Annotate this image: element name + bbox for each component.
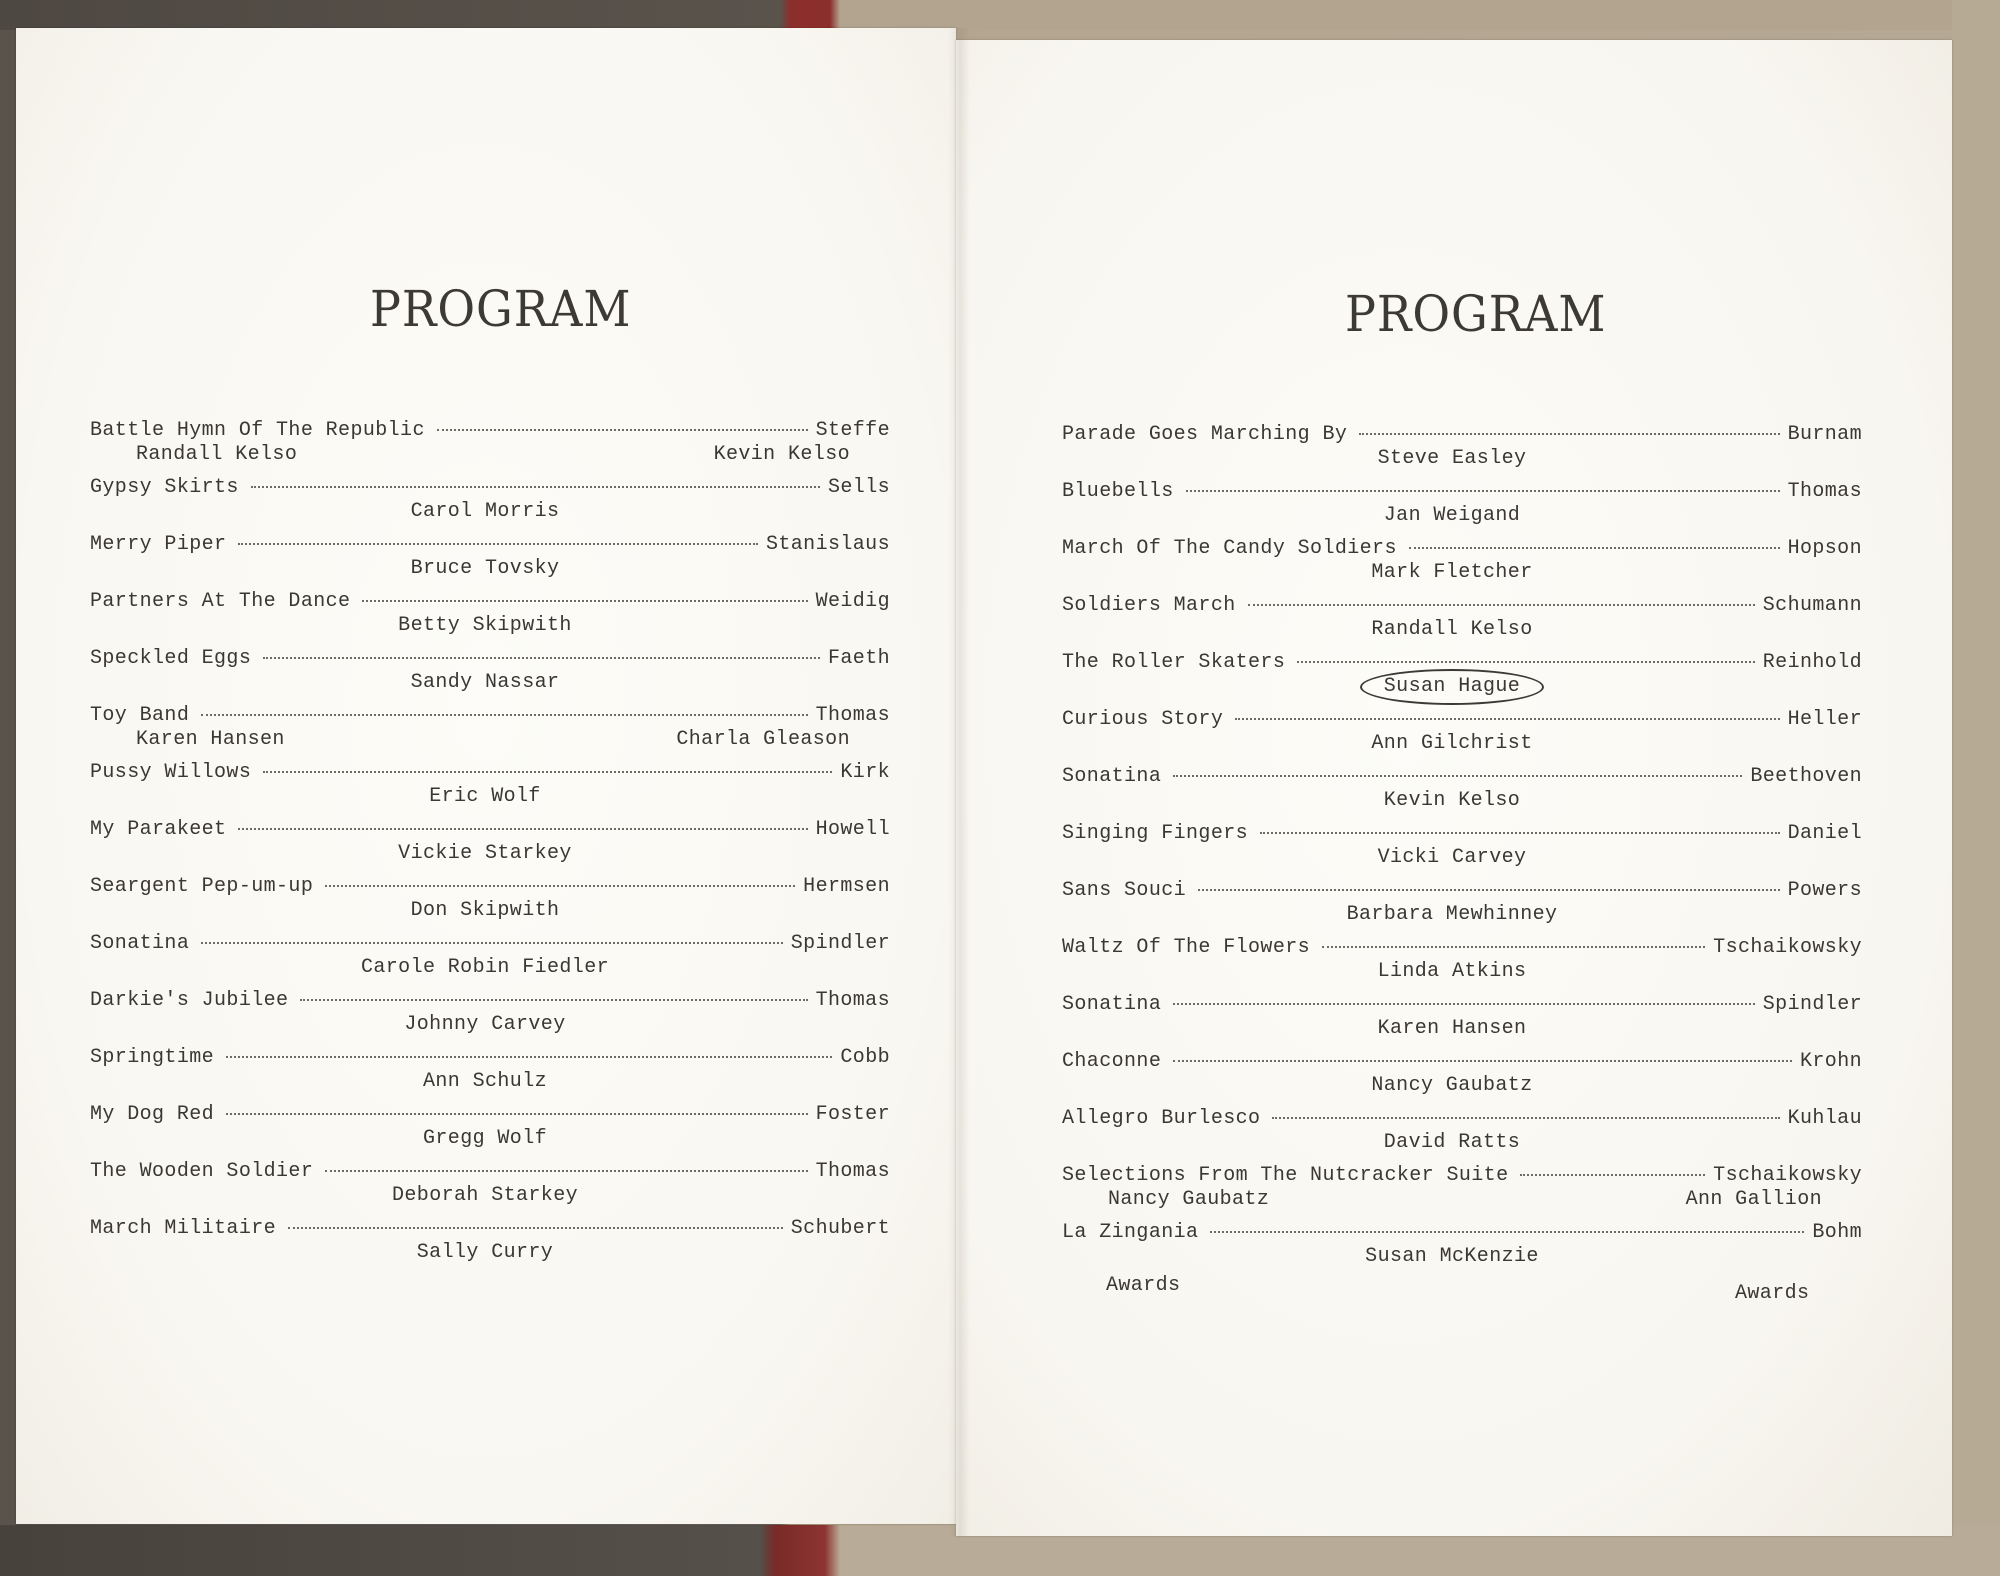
entry-title-line: [1062, 993, 1862, 1017]
entry-title-line: [90, 1103, 890, 1127]
left-program-list: [90, 419, 890, 1274]
piece-title: Bluebells: [1062, 480, 1174, 503]
entry-performer-line: [1062, 1131, 1862, 1155]
performer-wrap: [80, 1241, 890, 1265]
performer-name: Steve Easley: [1377, 447, 1527, 470]
dot-leader: [1272, 1117, 1779, 1119]
entry-performer-line: [90, 728, 890, 752]
performer-name: Karen Hansen: [1377, 1017, 1527, 1040]
piece-title: Sonatina: [1062, 765, 1162, 788]
background-edge-right: [1952, 0, 2000, 1576]
performer-name: Randall Kelso: [136, 443, 298, 466]
performer-wrap: [1042, 447, 1862, 471]
performer-name: Linda Atkins: [1377, 960, 1527, 983]
piece-title: My Dog Red: [90, 1103, 215, 1126]
entry-title-line: [1062, 1107, 1862, 1131]
program-entry: [90, 932, 890, 989]
performer-name: Bruce Tovsky: [410, 557, 560, 580]
performer-wrap: [1042, 1017, 1862, 1041]
dot-leader: [201, 714, 807, 716]
dot-leader: [1210, 1231, 1804, 1233]
dot-leader: [288, 1227, 783, 1229]
performer-name: Ann Schulz: [422, 1070, 548, 1093]
dot-leader: [238, 543, 758, 545]
entry-title-line: [90, 932, 890, 956]
dot-leader: [325, 885, 795, 887]
performer-wrap: [80, 1127, 890, 1151]
entry-performer-line: [1062, 1245, 1862, 1269]
entry-title-line: [1062, 1221, 1862, 1245]
composer-name: Thomas: [815, 704, 890, 727]
performer-name: Don Skipwith: [410, 899, 560, 922]
performer-name: Karen Hansen: [136, 728, 285, 751]
piece-title: March Militaire: [90, 1217, 277, 1240]
entry-performer-line: [90, 500, 890, 524]
performer-name: Ann Gallion: [1685, 1188, 1822, 1211]
entry-title-line: [90, 590, 890, 614]
performer-name: Carol Morris: [410, 500, 560, 523]
composer-name: Burnam: [1787, 423, 1862, 446]
piece-title: Speckled Eggs: [90, 647, 252, 670]
performer-name: Kevin Kelso: [1383, 789, 1521, 812]
performer-wrap: [1042, 675, 1862, 705]
dot-leader: [1173, 775, 1742, 777]
performer-wrap: [80, 557, 890, 581]
performer-wrap: [1042, 561, 1862, 585]
performer-name: Deborah Starkey: [391, 1184, 579, 1207]
program-entry: [90, 1217, 890, 1274]
piece-title: Toy Band: [90, 704, 190, 727]
entry-performer-line: [1062, 675, 1862, 699]
piece-title: Springtime: [90, 1046, 215, 1069]
entry-performer-line: [1062, 447, 1862, 471]
entry-performer-line: [90, 1070, 890, 1094]
entry-title-line: [90, 704, 890, 728]
entry-title-line: [1062, 537, 1862, 561]
performer-wrap: [80, 1070, 890, 1094]
entry-title-line: [90, 761, 890, 785]
entry-performer-line: [1062, 1188, 1862, 1212]
program-entry: [1062, 1107, 1862, 1164]
program-entry: [90, 419, 890, 476]
performer-name: Randall Kelso: [1371, 618, 1533, 641]
entry-title-line: [90, 875, 890, 899]
composer-name: Thomas: [815, 1160, 890, 1183]
dot-leader: [263, 771, 832, 773]
dot-leader: [1248, 604, 1755, 606]
program-entry: [1062, 651, 1862, 708]
performer-wrap: [1042, 960, 1862, 984]
program-entry: [90, 1046, 890, 1103]
entry-performer-line: [90, 557, 890, 581]
dot-leader: [226, 1056, 832, 1058]
program-entry: [1062, 879, 1862, 936]
composer-name: Daniel: [1787, 822, 1862, 845]
composer-name: Powers: [1787, 879, 1862, 902]
composer-name: Bohm: [1812, 1221, 1862, 1244]
composer-name: Krohn: [1799, 1050, 1862, 1073]
entry-performer-line: [90, 671, 890, 695]
left-page-title: PROGRAM: [370, 280, 632, 338]
composer-name: Tschaikowsky: [1713, 1164, 1862, 1187]
composer-name: Thomas: [1787, 480, 1862, 503]
entry-title-line: [1062, 765, 1862, 789]
right-program-list: [1062, 423, 1862, 1278]
composer-name: Foster: [815, 1103, 890, 1126]
piece-title: Curious Story: [1062, 708, 1224, 731]
piece-title: March Of The Candy Soldiers: [1062, 537, 1397, 560]
entry-performer-line: [90, 899, 890, 923]
entry-performer-line: [1062, 1074, 1862, 1098]
performer-name: Johnny Carvey: [404, 1013, 566, 1036]
entry-performer-line: [90, 614, 890, 638]
piece-title: Darkie's Jubilee: [90, 989, 289, 1012]
awards-label-left: Awards: [1106, 1274, 1181, 1297]
performer-wrap: [80, 785, 890, 809]
program-entry: [1062, 993, 1862, 1050]
program-entry: [90, 533, 890, 590]
dot-leader: [263, 657, 820, 659]
performer-wrap: [1042, 732, 1862, 756]
performer-name: David Ratts: [1383, 1131, 1521, 1154]
composer-name: Spindler: [790, 932, 890, 955]
performer-wrap: [1042, 846, 1862, 870]
entry-performer-line: [1062, 846, 1862, 870]
composer-name: Weidig: [815, 590, 890, 613]
composer-name: Hopson: [1787, 537, 1862, 560]
dot-leader: [201, 942, 783, 944]
composer-name: Kirk: [840, 761, 890, 784]
composer-name: Spindler: [1762, 993, 1862, 1016]
piece-title: The Wooden Soldier: [90, 1160, 314, 1183]
entry-performer-line: [1062, 504, 1862, 528]
performer-name: Nancy Gaubatz: [1108, 1188, 1270, 1211]
dot-leader: [325, 1170, 807, 1172]
performer-wrap: [80, 1184, 890, 1208]
piece-title: Sonatina: [90, 932, 190, 955]
dot-leader: [1520, 1174, 1705, 1176]
entry-title-line: [90, 1217, 890, 1241]
entry-performer-line: [1062, 1017, 1862, 1041]
performer-wrap: [80, 899, 890, 923]
performer-name: Ann Gilchrist: [1371, 732, 1533, 755]
circled-performer-name: Susan Hague: [1360, 669, 1544, 705]
program-entry: [1062, 1221, 1862, 1278]
entry-title-line: [90, 1160, 890, 1184]
performer-name: Charla Gleason: [676, 728, 850, 751]
composer-name: Sells: [827, 476, 890, 499]
entry-title-line: [1062, 480, 1862, 504]
piece-title: Pussy Willows: [90, 761, 252, 784]
performer-name: Mark Fletcher: [1371, 561, 1533, 584]
dot-leader: [1359, 433, 1779, 435]
entry-performer-line: [1062, 789, 1862, 813]
program-entry: [90, 1103, 890, 1160]
entry-performer-line: [1062, 561, 1862, 585]
program-entry: [1062, 936, 1862, 993]
composer-name: Steffe: [815, 419, 890, 442]
composer-name: Thomas: [815, 989, 890, 1012]
performer-name: Kevin Kelso: [713, 443, 850, 466]
piece-title: Soldiers March: [1062, 594, 1236, 617]
program-entry: [90, 590, 890, 647]
dot-leader: [1409, 547, 1780, 549]
dot-leader: [362, 600, 807, 602]
composer-name: Faeth: [827, 647, 890, 670]
dot-leader: [1173, 1003, 1755, 1005]
entry-title-line: [90, 647, 890, 671]
dot-leader: [1297, 661, 1755, 663]
performer-name: Eric Wolf: [429, 785, 541, 808]
composer-name: Heller: [1787, 708, 1862, 731]
background-edge-top: [0, 0, 2000, 30]
entry-title-line: [90, 476, 890, 500]
performer-wrap: [1042, 789, 1862, 813]
entry-performer-line: [90, 1241, 890, 1265]
program-entry: [90, 875, 890, 932]
piece-title: Selections From The Nutcracker Suite: [1062, 1164, 1509, 1187]
dot-leader: [1198, 889, 1780, 891]
program-entry: [1062, 822, 1862, 879]
piece-title: Singing Fingers: [1062, 822, 1249, 845]
piece-title: My Parakeet: [90, 818, 227, 841]
performer-wrap: [80, 842, 890, 866]
program-entry: [90, 704, 890, 761]
composer-name: Tschaikowsky: [1713, 936, 1862, 959]
performer-name: Vicki Carvey: [1377, 846, 1527, 869]
performer-name: Barbara Mewhinney: [1346, 903, 1558, 926]
program-entry: [90, 647, 890, 704]
dot-leader: [300, 999, 807, 1001]
composer-name: Reinhold: [1762, 651, 1862, 674]
piece-title: Sonatina: [1062, 993, 1162, 1016]
program-entry: [90, 476, 890, 533]
entry-performer-line: [90, 443, 890, 467]
performer-name: Jan Weigand: [1383, 504, 1521, 527]
program-entry: [1062, 765, 1862, 822]
entry-title-line: [90, 989, 890, 1013]
program-entry: [90, 761, 890, 818]
composer-name: Cobb: [840, 1046, 890, 1069]
program-entry: [90, 989, 890, 1046]
dot-leader: [238, 828, 807, 830]
awards-label-right: Awards: [1735, 1282, 1810, 1305]
entry-title-line: [1062, 594, 1862, 618]
performer-name: Nancy Gaubatz: [1371, 1074, 1533, 1097]
entry-title-line: [90, 1046, 890, 1070]
dot-leader: [437, 429, 808, 431]
composer-name: Schubert: [790, 1217, 890, 1240]
piece-title: La Zingania: [1062, 1221, 1199, 1244]
entry-title-line: [1062, 822, 1862, 846]
performer-name: Carole Robin Fiedler: [360, 956, 610, 979]
piece-title: Merry Piper: [90, 533, 227, 556]
performer-wrap: [1042, 1074, 1862, 1098]
piece-title: The Roller Skaters: [1062, 651, 1286, 674]
composer-name: Beethoven: [1750, 765, 1862, 788]
entry-performer-line: [90, 1184, 890, 1208]
entry-performer-line: [90, 1127, 890, 1151]
dot-leader: [1173, 1060, 1792, 1062]
performer-wrap: [1042, 1245, 1862, 1269]
entry-performer-line: [1062, 903, 1862, 927]
piece-title: Parade Goes Marching By: [1062, 423, 1348, 446]
piece-title: Chaconne: [1062, 1050, 1162, 1073]
performer-wrap: [80, 614, 890, 638]
entry-title-line: [90, 533, 890, 557]
composer-name: Hermsen: [803, 875, 890, 898]
entry-title-line: [1062, 423, 1862, 447]
dot-leader: [1186, 490, 1780, 492]
performer-wrap: [80, 1013, 890, 1037]
program-entry: [1062, 594, 1862, 651]
dot-leader: [1235, 718, 1779, 720]
entry-performer-line: [1062, 732, 1862, 756]
composer-name: Schumann: [1762, 594, 1862, 617]
entry-performer-line: [1062, 618, 1862, 642]
performer-name: Betty Skipwith: [398, 614, 572, 637]
entry-performer-line: [90, 1013, 890, 1037]
piece-title: Gypsy Skirts: [90, 476, 239, 499]
program-entry: [1062, 537, 1862, 594]
performer-name: Gregg Wolf: [422, 1127, 548, 1150]
entry-performer-line: [90, 785, 890, 809]
entry-title-line: [1062, 879, 1862, 903]
program-entry: [90, 1160, 890, 1217]
performer-wrap: [1042, 504, 1862, 528]
entry-performer-line: [90, 842, 890, 866]
program-entry: [1062, 423, 1862, 480]
performer-name: Sandy Nassar: [410, 671, 560, 694]
performer-name: Sally Curry: [416, 1241, 554, 1264]
program-entry: [90, 818, 890, 875]
entry-title-line: [90, 419, 890, 443]
performer-wrap: [80, 500, 890, 524]
page-fold: [948, 28, 970, 1536]
entry-title-line: [1062, 1050, 1862, 1074]
piece-title: Waltz Of The Flowers: [1062, 936, 1311, 959]
dot-leader: [251, 486, 820, 488]
composer-name: Stanislaus: [765, 533, 890, 556]
piece-title: Battle Hymn Of The Republic: [90, 419, 425, 442]
program-entry: [1062, 1050, 1862, 1107]
performer-wrap: [1042, 1131, 1862, 1155]
dot-leader: [226, 1113, 808, 1115]
dot-leader: [1260, 832, 1780, 834]
entry-title-line: [90, 818, 890, 842]
performer-wrap: [1042, 618, 1862, 642]
composer-name: Howell: [815, 818, 890, 841]
performer-wrap: [80, 671, 890, 695]
composer-name: Kuhlau: [1787, 1107, 1862, 1130]
piece-title: Partners At The Dance: [90, 590, 351, 613]
program-entry: [1062, 1164, 1862, 1221]
performer-wrap: [1042, 903, 1862, 927]
performer-name: Susan McKenzie: [1365, 1245, 1539, 1268]
piece-title: Sans Souci: [1062, 879, 1187, 902]
entry-performer-line: [1062, 960, 1862, 984]
dot-leader: [1322, 946, 1705, 948]
entry-title-line: [1062, 936, 1862, 960]
performer-wrap: [80, 956, 890, 980]
program-entry: [1062, 480, 1862, 537]
piece-title: Allegro Burlesco: [1062, 1107, 1261, 1130]
performer-name: Vickie Starkey: [398, 842, 572, 865]
program-entry: [1062, 708, 1862, 765]
entry-title-line: [1062, 708, 1862, 732]
entry-title-line: [1062, 1164, 1862, 1188]
entry-performer-line: [90, 956, 890, 980]
right-page-title: PROGRAM: [1345, 285, 1607, 343]
piece-title: Seargent Pep-um-up: [90, 875, 314, 898]
